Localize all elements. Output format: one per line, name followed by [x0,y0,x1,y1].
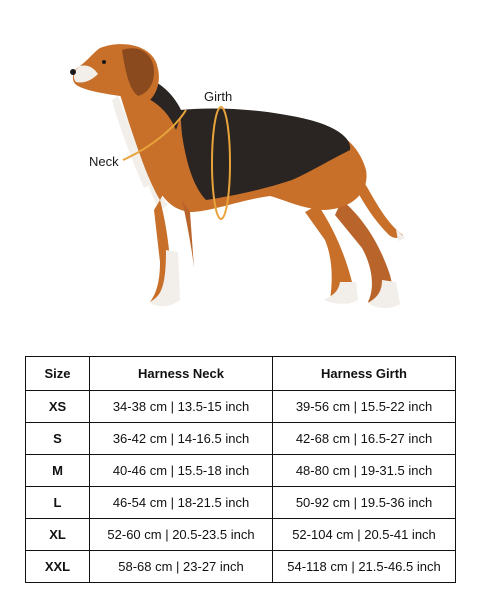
neck-cell: 46-54 cm | 18-21.5 inch [90,487,273,519]
header-size: Size [26,357,90,391]
header-harness-girth: Harness Girth [273,357,456,391]
girth-cell: 54-118 cm | 21.5-46.5 inch [273,551,456,583]
neck-cell: 58-68 cm | 23-27 inch [90,551,273,583]
table-row [26,551,456,583]
neck-cell: 34-38 cm | 13.5-15 inch [90,391,273,423]
table-row [26,455,456,487]
neck-label: Neck [89,154,119,169]
size-cell: S [26,423,90,455]
table-row [26,423,456,455]
neck-cell: 36-42 cm | 14-16.5 inch [90,423,273,455]
neck-cell: 52-60 cm | 20.5-23.5 inch [90,519,273,551]
table-row [26,519,456,551]
girth-cell: 39-56 cm | 15.5-22 inch [273,391,456,423]
girth-label: Girth [204,89,233,104]
size-cell: XXL [26,551,90,583]
girth-cell: 48-80 cm | 19-31.5 inch [273,455,456,487]
size-cell: XS [26,391,90,423]
table-header-row [26,357,456,391]
neck-cell: 40-46 cm | 15.5-18 inch [90,455,273,487]
size-cell: L [26,487,90,519]
header-harness-neck: Harness Neck [90,357,273,391]
size-chart-table [25,356,456,583]
size-cell: XL [26,519,90,551]
size-cell: M [26,455,90,487]
girth-cell: 52-104 cm | 20.5-41 inch [273,519,456,551]
girth-cell: 42-68 cm | 16.5-27 inch [273,423,456,455]
table-row [26,487,456,519]
girth-cell: 50-92 cm | 19.5-36 inch [273,487,456,519]
table-row [26,391,456,423]
